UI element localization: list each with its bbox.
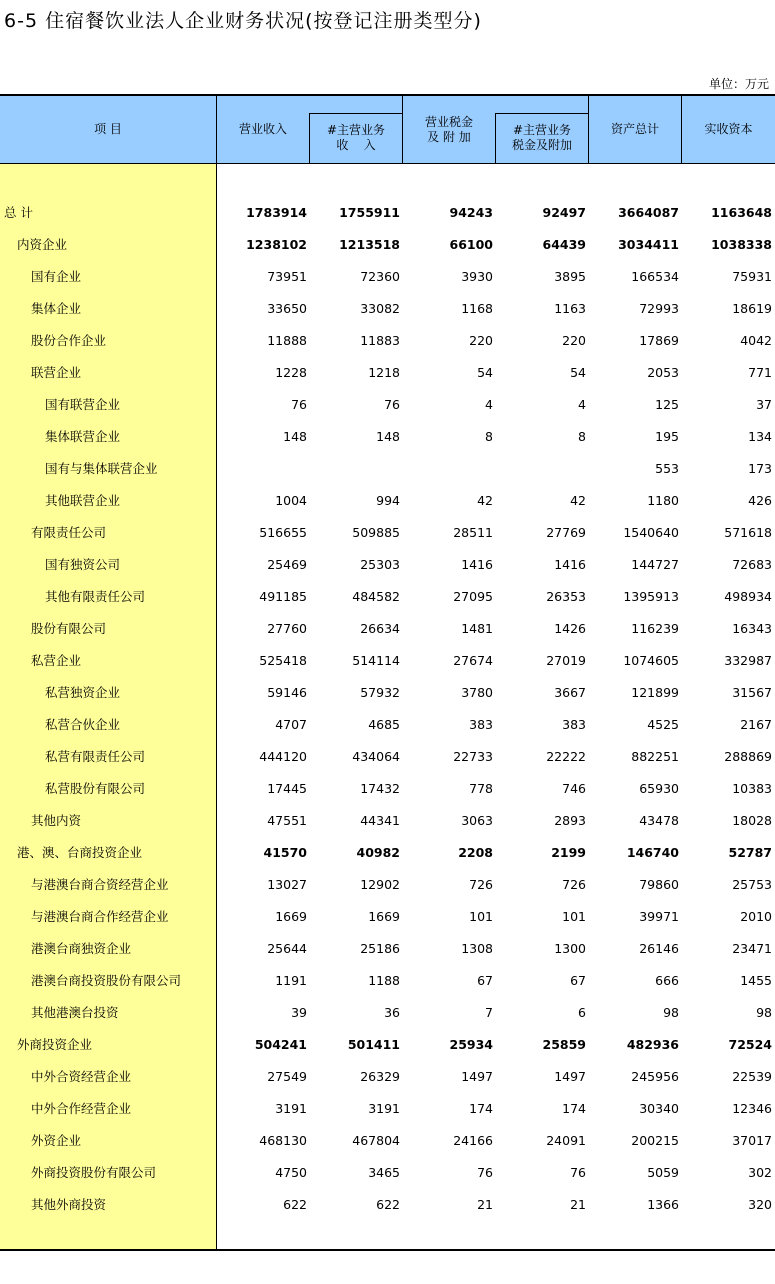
cell-main-tax: 3895 bbox=[554, 269, 586, 284]
cell-revenue: 4707 bbox=[275, 717, 307, 732]
cell-main-tax: 27769 bbox=[546, 525, 586, 540]
cell-tax: 101 bbox=[469, 909, 493, 924]
cell-capital: 1163648 bbox=[711, 205, 772, 220]
cell-revenue: 76 bbox=[291, 397, 307, 412]
row-label: 其他有限责任公司 bbox=[45, 589, 146, 604]
header-subrule bbox=[495, 113, 589, 114]
table-row bbox=[0, 485, 775, 517]
cell-main-revenue: 57932 bbox=[360, 685, 400, 700]
header-main-tax: #主营业务 税金及附加 bbox=[511, 123, 572, 152]
cell-revenue: 73951 bbox=[267, 269, 307, 284]
cell-main-revenue: 36 bbox=[384, 1005, 400, 1020]
row-label: 私营股份有限公司 bbox=[45, 781, 146, 796]
table-row bbox=[0, 933, 775, 965]
cell-capital: 2167 bbox=[740, 717, 772, 732]
cell-assets: 1180 bbox=[647, 493, 679, 508]
cell-main-tax: 3667 bbox=[554, 685, 586, 700]
cell-tax: 21 bbox=[477, 1197, 493, 1212]
cell-assets: 1366 bbox=[647, 1197, 679, 1212]
table-row bbox=[0, 1029, 775, 1061]
cell-revenue: 491185 bbox=[259, 589, 307, 604]
cell-capital: 31567 bbox=[732, 685, 772, 700]
cell-capital: 72524 bbox=[728, 1037, 772, 1052]
cell-capital: 16343 bbox=[732, 621, 772, 636]
cell-assets: 5059 bbox=[647, 1165, 679, 1180]
table-row bbox=[0, 357, 775, 389]
cell-main-tax: 25859 bbox=[542, 1037, 586, 1052]
cell-tax: 778 bbox=[469, 781, 493, 796]
cell-tax: 2208 bbox=[458, 845, 493, 860]
table-row bbox=[0, 709, 775, 741]
row-label: 其他港澳台投资 bbox=[31, 1005, 119, 1020]
cell-capital: 18619 bbox=[732, 301, 772, 316]
cell-revenue: 25644 bbox=[267, 941, 307, 956]
cell-main-revenue: 17432 bbox=[360, 781, 400, 796]
cell-capital: 37 bbox=[756, 397, 772, 412]
cell-revenue: 17445 bbox=[267, 781, 307, 796]
row-label: 国有与集体联营企业 bbox=[45, 461, 158, 476]
row-label: 国有企业 bbox=[31, 269, 82, 284]
cell-tax: 174 bbox=[469, 1101, 493, 1116]
cell-main-revenue: 509885 bbox=[352, 525, 400, 540]
cell-tax: 42 bbox=[477, 493, 493, 508]
cell-revenue: 3191 bbox=[275, 1101, 307, 1116]
cell-main-tax: 2199 bbox=[551, 845, 586, 860]
cell-main-tax: 42 bbox=[570, 493, 586, 508]
row-label: 私营独资企业 bbox=[45, 685, 121, 700]
row-label: 股份有限公司 bbox=[31, 621, 107, 636]
header-assets: 资产总计 bbox=[610, 122, 659, 136]
cell-main-revenue: 72360 bbox=[360, 269, 400, 284]
table-row bbox=[0, 1189, 775, 1221]
cell-main-revenue: 25303 bbox=[360, 557, 400, 572]
row-label: 其他内资 bbox=[31, 813, 82, 828]
cell-main-tax: 67 bbox=[570, 973, 586, 988]
cell-tax: 54 bbox=[477, 365, 493, 380]
cell-capital: 332987 bbox=[724, 653, 772, 668]
cell-tax: 1481 bbox=[461, 621, 493, 636]
cell-tax: 67 bbox=[477, 973, 493, 988]
header-main-revenue: #主营业务 收 入 bbox=[326, 123, 386, 152]
table-row bbox=[0, 869, 775, 901]
table-row bbox=[0, 325, 775, 357]
table-row bbox=[0, 613, 775, 645]
cell-main-revenue: 622 bbox=[376, 1197, 400, 1212]
cell-assets: 146740 bbox=[626, 845, 679, 860]
cell-revenue: 444120 bbox=[259, 749, 307, 764]
cell-assets: 200215 bbox=[631, 1133, 679, 1148]
row-label: 外资企业 bbox=[31, 1133, 82, 1148]
cell-revenue: 27760 bbox=[267, 621, 307, 636]
row-label: 集体企业 bbox=[31, 301, 82, 316]
table-row bbox=[0, 645, 775, 677]
cell-tax: 66100 bbox=[449, 237, 493, 252]
cell-main-tax: 1416 bbox=[554, 557, 586, 572]
cell-tax: 1308 bbox=[461, 941, 493, 956]
cell-revenue: 33650 bbox=[267, 301, 307, 316]
table-header bbox=[0, 96, 775, 164]
cell-capital: 72683 bbox=[732, 557, 772, 572]
cell-capital: 75931 bbox=[732, 269, 772, 284]
cell-assets: 39971 bbox=[639, 909, 679, 924]
cell-revenue: 13027 bbox=[267, 877, 307, 892]
cell-assets: 17869 bbox=[639, 333, 679, 348]
table-row bbox=[0, 805, 775, 837]
cell-assets: 43478 bbox=[639, 813, 679, 828]
cell-assets: 3664087 bbox=[618, 205, 679, 220]
cell-main-revenue: 4685 bbox=[368, 717, 400, 732]
cell-main-tax: 26353 bbox=[546, 589, 586, 604]
row-label: 国有独资公司 bbox=[45, 557, 121, 572]
cell-assets: 98 bbox=[663, 1005, 679, 1020]
cell-assets: 125 bbox=[655, 397, 679, 412]
cell-main-tax: 8 bbox=[578, 429, 586, 444]
header-divider bbox=[216, 96, 217, 163]
cell-assets: 1540640 bbox=[623, 525, 679, 540]
cell-assets: 2053 bbox=[647, 365, 679, 380]
cell-main-tax: 746 bbox=[562, 781, 586, 796]
cell-main-revenue: 484582 bbox=[352, 589, 400, 604]
row-label: 国有联营企业 bbox=[45, 397, 121, 412]
row-label: 有限责任公司 bbox=[31, 525, 107, 540]
cell-revenue: 504241 bbox=[254, 1037, 307, 1052]
row-label: 集体联营企业 bbox=[45, 429, 121, 444]
cell-tax: 4 bbox=[485, 397, 493, 412]
cell-main-revenue: 3465 bbox=[368, 1165, 400, 1180]
cell-assets: 1074605 bbox=[623, 653, 679, 668]
cell-main-revenue: 434064 bbox=[352, 749, 400, 764]
cell-main-tax: 1426 bbox=[554, 621, 586, 636]
cell-capital: 2010 bbox=[740, 909, 772, 924]
cell-revenue: 1669 bbox=[275, 909, 307, 924]
cell-assets: 553 bbox=[655, 461, 679, 476]
page-title: 6-5 住宿餐饮业法人企业财务状况(按登记注册类型分) bbox=[4, 10, 482, 32]
table-bottom-rule bbox=[0, 1249, 775, 1251]
cell-capital: 320 bbox=[748, 1197, 772, 1212]
cell-main-revenue: 3191 bbox=[368, 1101, 400, 1116]
cell-main-revenue: 12902 bbox=[360, 877, 400, 892]
cell-revenue: 41570 bbox=[263, 845, 307, 860]
cell-capital: 1038338 bbox=[711, 237, 772, 252]
cell-revenue: 1238102 bbox=[246, 237, 307, 252]
cell-tax: 3063 bbox=[461, 813, 493, 828]
cell-main-tax: 92497 bbox=[542, 205, 586, 220]
cell-assets: 3034411 bbox=[618, 237, 679, 252]
cell-tax: 3780 bbox=[461, 685, 493, 700]
cell-main-revenue: 148 bbox=[376, 429, 400, 444]
cell-capital: 22539 bbox=[732, 1069, 772, 1084]
cell-main-revenue: 1218 bbox=[368, 365, 400, 380]
row-label: 港、澳、台商投资企业 bbox=[17, 845, 143, 860]
cell-main-tax: 54 bbox=[570, 365, 586, 380]
cell-main-tax: 4 bbox=[578, 397, 586, 412]
cell-revenue: 525418 bbox=[259, 653, 307, 668]
cell-revenue: 468130 bbox=[259, 1133, 307, 1148]
cell-tax: 7 bbox=[485, 1005, 493, 1020]
cell-assets: 245956 bbox=[631, 1069, 679, 1084]
table-row bbox=[0, 389, 775, 421]
cell-main-revenue: 26329 bbox=[360, 1069, 400, 1084]
cell-tax: 25934 bbox=[449, 1037, 493, 1052]
cell-tax: 1168 bbox=[461, 301, 493, 316]
table-row bbox=[0, 197, 775, 229]
header-item: 项 目 bbox=[94, 122, 122, 136]
table-row bbox=[0, 581, 775, 613]
table-row bbox=[0, 1157, 775, 1189]
table-row bbox=[0, 1125, 775, 1157]
cell-main-tax: 1163 bbox=[554, 301, 586, 316]
cell-main-tax: 174 bbox=[562, 1101, 586, 1116]
header-tax: 营业税金 及 附 加 bbox=[424, 114, 473, 144]
cell-capital: 571618 bbox=[724, 525, 772, 540]
row-label: 与港澳台商合作经营企业 bbox=[31, 909, 169, 924]
cell-assets: 65930 bbox=[639, 781, 679, 796]
cell-tax: 24166 bbox=[453, 1133, 493, 1148]
cell-revenue: 1191 bbox=[275, 973, 307, 988]
cell-capital: 12346 bbox=[732, 1101, 772, 1116]
table-row bbox=[0, 549, 775, 581]
cell-tax: 76 bbox=[477, 1165, 493, 1180]
table-row bbox=[0, 421, 775, 453]
cell-assets: 144727 bbox=[631, 557, 679, 572]
header-divider bbox=[681, 96, 682, 163]
cell-tax: 1416 bbox=[461, 557, 493, 572]
row-label: 内资企业 bbox=[17, 237, 68, 252]
header-divider bbox=[402, 96, 403, 163]
cell-main-tax: 24091 bbox=[546, 1133, 586, 1148]
cell-main-tax: 1300 bbox=[554, 941, 586, 956]
cell-main-revenue: 40982 bbox=[356, 845, 400, 860]
cell-main-revenue: 1213518 bbox=[339, 237, 400, 252]
row-label: 港澳台商独资企业 bbox=[31, 941, 132, 956]
cell-main-revenue: 25186 bbox=[360, 941, 400, 956]
cell-capital: 23471 bbox=[732, 941, 772, 956]
header-divider bbox=[309, 113, 310, 163]
cell-tax: 726 bbox=[469, 877, 493, 892]
cell-main-revenue: 1188 bbox=[368, 973, 400, 988]
table-row bbox=[0, 261, 775, 293]
table-row bbox=[0, 453, 775, 485]
cell-assets: 195 bbox=[655, 429, 679, 444]
cell-assets: 26146 bbox=[639, 941, 679, 956]
cell-capital: 37017 bbox=[732, 1133, 772, 1148]
table-row bbox=[0, 837, 775, 869]
cell-main-tax: 21 bbox=[570, 1197, 586, 1212]
cell-main-tax: 220 bbox=[562, 333, 586, 348]
cell-main-tax: 6 bbox=[578, 1005, 586, 1020]
cell-assets: 482936 bbox=[626, 1037, 679, 1052]
cell-revenue: 1783914 bbox=[246, 205, 307, 220]
cell-revenue: 148 bbox=[283, 429, 307, 444]
table-row bbox=[0, 997, 775, 1029]
cell-revenue: 622 bbox=[283, 1197, 307, 1212]
cell-main-tax: 27019 bbox=[546, 653, 586, 668]
cell-assets: 116239 bbox=[631, 621, 679, 636]
cell-capital: 52787 bbox=[728, 845, 772, 860]
table-row bbox=[0, 293, 775, 325]
cell-capital: 134 bbox=[748, 429, 772, 444]
row-label: 私营企业 bbox=[31, 653, 82, 668]
cell-tax: 3930 bbox=[461, 269, 493, 284]
header-revenue: 营业收入 bbox=[238, 122, 287, 136]
cell-capital: 771 bbox=[748, 365, 772, 380]
cell-main-revenue: 44341 bbox=[360, 813, 400, 828]
cell-main-tax: 101 bbox=[562, 909, 586, 924]
table-row bbox=[0, 1093, 775, 1125]
cell-main-revenue: 994 bbox=[376, 493, 400, 508]
cell-assets: 166534 bbox=[631, 269, 679, 284]
row-label: 联营企业 bbox=[31, 365, 82, 380]
cell-revenue: 516655 bbox=[259, 525, 307, 540]
header-capital: 实收资本 bbox=[704, 122, 753, 136]
cell-assets: 4525 bbox=[647, 717, 679, 732]
cell-main-revenue: 1755911 bbox=[339, 205, 400, 220]
cell-tax: 27674 bbox=[453, 653, 493, 668]
cell-main-revenue: 33082 bbox=[360, 301, 400, 316]
row-label: 总 计 bbox=[4, 205, 33, 220]
cell-capital: 173 bbox=[748, 461, 772, 476]
row-label: 股份合作企业 bbox=[31, 333, 107, 348]
row-label: 港澳台商投资股份有限公司 bbox=[31, 973, 182, 988]
row-label: 外商投资股份有限公司 bbox=[31, 1165, 157, 1180]
cell-main-tax: 1497 bbox=[554, 1069, 586, 1084]
cell-assets: 79860 bbox=[639, 877, 679, 892]
cell-assets: 72993 bbox=[639, 301, 679, 316]
cell-capital: 498934 bbox=[724, 589, 772, 604]
table-row bbox=[0, 229, 775, 261]
table-row bbox=[0, 901, 775, 933]
cell-revenue: 11888 bbox=[267, 333, 307, 348]
cell-revenue: 25469 bbox=[267, 557, 307, 572]
table-row bbox=[0, 741, 775, 773]
row-label: 其他外商投资 bbox=[31, 1197, 107, 1212]
cell-capital: 98 bbox=[756, 1005, 772, 1020]
cell-assets: 666 bbox=[655, 973, 679, 988]
row-label: 其他联营企业 bbox=[45, 493, 121, 508]
cell-main-revenue: 11883 bbox=[360, 333, 400, 348]
cell-tax: 28511 bbox=[453, 525, 493, 540]
cell-main-revenue: 467804 bbox=[352, 1133, 400, 1148]
cell-revenue: 1004 bbox=[275, 493, 307, 508]
cell-tax: 22733 bbox=[453, 749, 493, 764]
cell-revenue: 4750 bbox=[275, 1165, 307, 1180]
table-row bbox=[0, 965, 775, 997]
cell-assets: 30340 bbox=[639, 1101, 679, 1116]
cell-tax: 27095 bbox=[453, 589, 493, 604]
cell-capital: 1455 bbox=[740, 973, 772, 988]
cell-main-tax: 2893 bbox=[554, 813, 586, 828]
cell-main-revenue: 514114 bbox=[352, 653, 400, 668]
cell-main-tax: 22222 bbox=[546, 749, 586, 764]
cell-main-revenue: 76 bbox=[384, 397, 400, 412]
unit-label: 单位：万元 bbox=[708, 77, 769, 91]
cell-capital: 18028 bbox=[732, 813, 772, 828]
cell-main-revenue: 1669 bbox=[368, 909, 400, 924]
row-label: 中外合作经营企业 bbox=[31, 1101, 132, 1116]
cell-capital: 25753 bbox=[732, 877, 772, 892]
row-label: 与港澳台商合资经营企业 bbox=[31, 877, 169, 892]
cell-revenue: 39 bbox=[291, 1005, 307, 1020]
cell-capital: 288869 bbox=[724, 749, 772, 764]
header-divider bbox=[588, 96, 589, 163]
cell-assets: 882251 bbox=[631, 749, 679, 764]
cell-main-tax: 383 bbox=[562, 717, 586, 732]
table-row bbox=[0, 677, 775, 709]
table-row bbox=[0, 517, 775, 549]
cell-assets: 1395913 bbox=[623, 589, 679, 604]
cell-tax: 383 bbox=[469, 717, 493, 732]
row-label: 私营有限责任公司 bbox=[45, 749, 146, 764]
header-divider bbox=[495, 113, 496, 163]
cell-capital: 302 bbox=[748, 1165, 772, 1180]
cell-main-tax: 726 bbox=[562, 877, 586, 892]
cell-tax: 220 bbox=[469, 333, 493, 348]
cell-assets: 121899 bbox=[631, 685, 679, 700]
table-row bbox=[0, 1061, 775, 1093]
cell-main-revenue: 26634 bbox=[360, 621, 400, 636]
row-label: 中外合资经营企业 bbox=[31, 1069, 132, 1084]
header-subrule bbox=[309, 113, 403, 114]
cell-tax: 94243 bbox=[449, 205, 493, 220]
cell-revenue: 47551 bbox=[267, 813, 307, 828]
table-row bbox=[0, 773, 775, 805]
cell-main-revenue: 501411 bbox=[347, 1037, 400, 1052]
cell-revenue: 1228 bbox=[275, 365, 307, 380]
cell-capital: 4042 bbox=[740, 333, 772, 348]
cell-tax: 1497 bbox=[461, 1069, 493, 1084]
cell-main-tax: 76 bbox=[570, 1165, 586, 1180]
row-label: 私营合伙企业 bbox=[45, 717, 121, 732]
cell-revenue: 59146 bbox=[267, 685, 307, 700]
cell-main-tax: 64439 bbox=[542, 237, 586, 252]
cell-capital: 10383 bbox=[732, 781, 772, 796]
cell-tax: 8 bbox=[485, 429, 493, 444]
row-label: 外商投资企业 bbox=[17, 1037, 93, 1052]
cell-revenue: 27549 bbox=[267, 1069, 307, 1084]
cell-capital: 426 bbox=[748, 493, 772, 508]
